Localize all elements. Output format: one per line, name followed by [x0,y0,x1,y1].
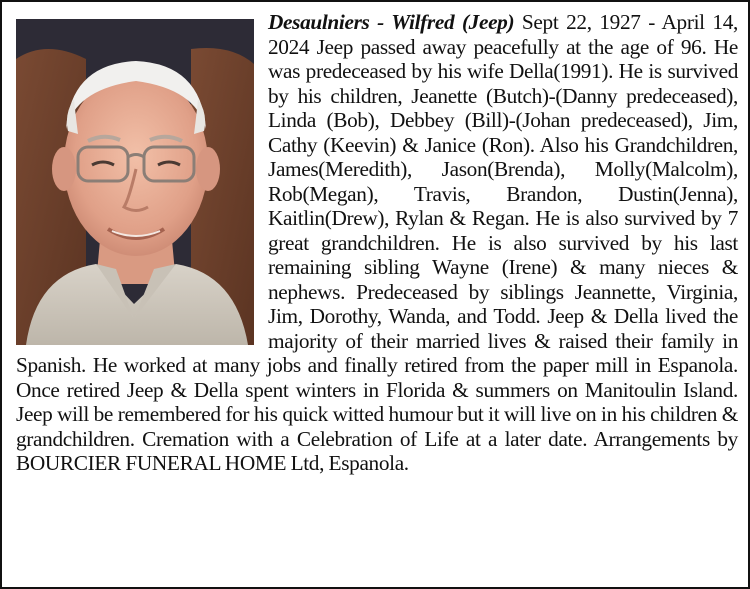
life-dates: Sept 22, 1927 - April 14, 2024 [268,10,739,59]
portrait-photo [16,19,254,345]
obituary-body: Jeep passed away peacefully at the age of 96. He was predeceased by his wife Della(1991). He is survived by his children, Jeanette (Butch)-(Danny predeceased), Linda (Bob), Debbey (Bill)-(Johan predeceased), Jim, Cathy (Keevin) & Janice (Ron). Also his Grandchildren, James(Meredith), Jason(Brenda), Molly(Malcolm), Rob(Megan), Travis, Brandon, Dustin(Jenna), Kaitlin(Drew), Rylan & Regan. He is also survived by 7 great grandchildren. He is also survived by his last remaining sibling Wayne (Irene) & many nieces & nephews. Predeceased by siblings Jeannette, Virginia, Jim, Dorothy, Wanda, and Todd. Jeep & Della lived the majority of their married lives & raised their family in Spanish. He worked at many jobs and finally retired from the paper mill in Espanola. Once retired Jeep & Della spent winters in Florida & summers on Manitoulin Island. Jeep will be remembered for his quick witted humour but it will live on in his children & grandchildren. Cremation with a Celebration of Life at a later date. Arrangements by BOURCIER FUNERAL HOME Ltd, Espanola. [16,34,738,475]
portrait-illustration [16,19,254,345]
deceased-name: Desaulniers - Wilfred (Jeep) [268,10,515,34]
